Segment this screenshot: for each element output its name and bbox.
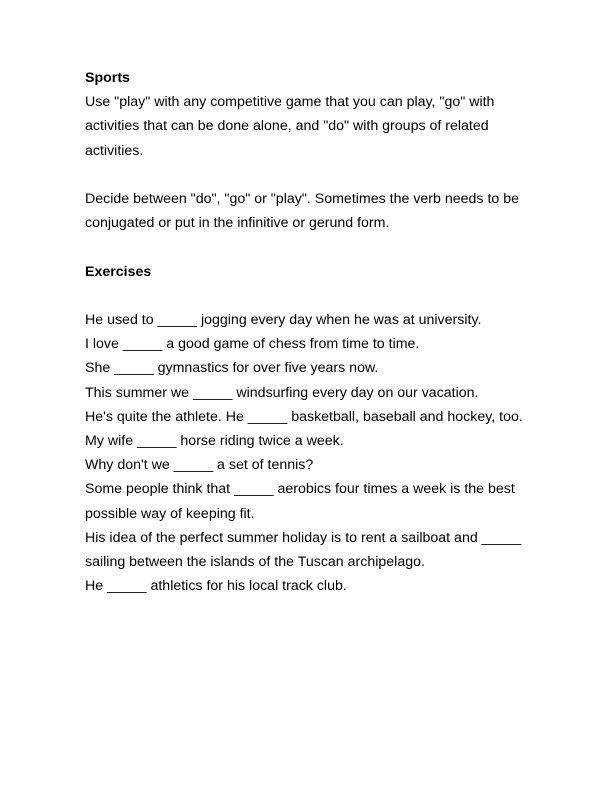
exercise-item: He's quite the athlete. He _____ basketball, baseball and hockey, too.: [85, 408, 523, 425]
spacer: [85, 235, 535, 259]
sports-instructions: Decide between "do", "go" or "play". Sometimes the verb needs to be conjugated or put in the infinitive or gerund form.: [85, 191, 520, 232]
spacer: [85, 284, 535, 308]
sports-intro: Use "play" with any competitive game that you can play, "go" with activities that can be done alone, and "do" with groups of related activities.: [85, 94, 495, 159]
exercise-item: My wife _____ horse riding twice a week.: [85, 433, 344, 449]
sports-heading: Sports: [85, 70, 130, 86]
exercise-list: [85, 308, 535, 598]
exercise-item: I love _____ a good game of chess from time to time.: [85, 336, 420, 353]
exercise-item: This summer we _____ windsurfing every day on our vacation.: [85, 384, 479, 401]
exercise-item: He _____ athletics for his local track club.: [85, 578, 347, 595]
spacer: [85, 163, 535, 187]
exercise-item: He used to _____ jogging every day when he was at university.: [85, 311, 482, 328]
exercises-heading: Exercises: [85, 263, 152, 280]
exercise-item: Why don't we _____ a set of tennis?: [85, 457, 314, 474]
exercise-item: His idea of the perfect summer holiday is to rent a sailboat and _____ sailing between the islands of the Tuscan archipelago.: [85, 529, 522, 571]
exercise-item: Some people think that _____ aerobics four times a week is the best possible way of keeping fit.: [85, 481, 515, 522]
exercise-item: She _____ gymnastics for over five years now.: [85, 360, 379, 377]
document-page: [85, 66, 535, 598]
